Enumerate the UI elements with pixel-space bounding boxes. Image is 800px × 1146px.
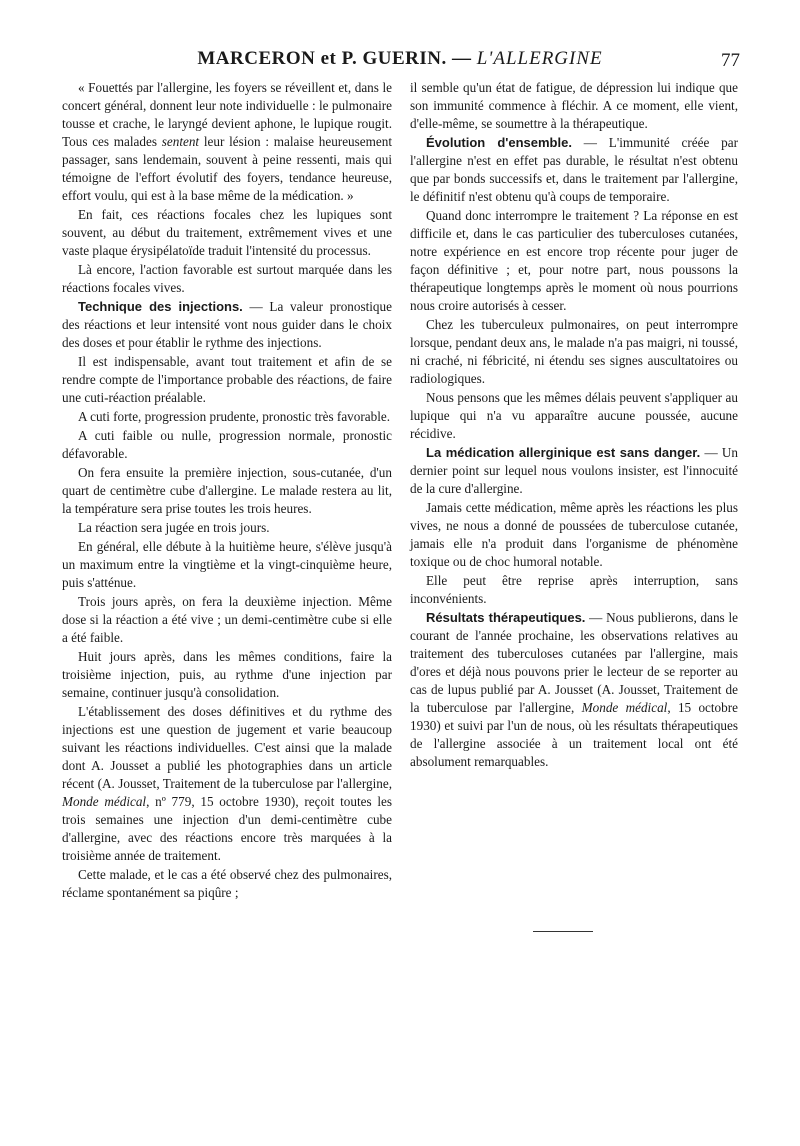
text-span: — La valeur pronostique des réactions et leur intensité vont nous guider dans le choix des doses et pour établir le rythme des injections. — [62, 299, 392, 350]
paragraph: Trois jours après, on fera la deuxième injection. Même dose si la réaction a été vive ; un demi-centimètre cube si elle a été faible. — [62, 594, 392, 645]
text-span: , nº 779, 15 octobre 1930), reçoit toutes les trois semaines une injection d'un demi-centimètre cube d'allergine, avec des réactions encore très marquées à la troisième année de traitement. — [62, 794, 392, 863]
paragraph: Nous pensons que les mêmes délais peuvent s'appliquer au lupique qui n'a vu apparaître aucune poussée, aucune récidive. — [410, 390, 738, 441]
text-span: — Nous publierons, dans le courant de l'année prochaine, les observations relatives au traitement des tuberculoses cutanées par l'allergine, mais d'ores et déjà nous pouvons prier le lecteur de se reporter au cas de lupus publié par A. Jousset (A. Jousset, Traitement de la tuberculose par l'allergine, — [410, 610, 738, 715]
section-heading: Évolution d'ensemble. — [426, 135, 572, 150]
paragraph: En général, elle débute à la huitième heure, s'élève jusqu'à un maximum entre la vingtième et la vingt-cinquième heure, puis s'atténue. — [62, 539, 392, 590]
running-title — [60, 48, 740, 70]
title-subject: L'ALLERGINE — [476, 48, 603, 69]
section-resultats — [410, 609, 738, 771]
paragraph: A cuti forte, progression prudente, pronostic très favorable. — [78, 409, 391, 424]
section-technique — [62, 298, 392, 352]
left-column — [62, 79, 392, 902]
paragraph: Jamais cette médication, même après les réactions les plus vives, ne nous a donné de poussées de tuberculose cutanée, jamais elle n'a produit dans l'organisme de phénomène toxique ou de choc humoral notable. — [410, 500, 738, 569]
emphasis: sentent — [161, 134, 200, 149]
page-header — [60, 48, 740, 74]
text-span: « Fouettés par l'allergine, les foyers se réveillent et, dans le concert général, donnent leur note individuelle : le pulmonaire tousse et crache, le laryngé devient aphone, le lupique rougit. Tous ces malades — [62, 80, 392, 149]
section-medication — [410, 444, 738, 498]
end-divider — [533, 931, 593, 932]
paragraph: On fera ensuite la première injection, sous-cutanée, d'un quart de centimètre cube d'allergine. Le malade restera au lit, la température sera prise toutes les trois heures. — [62, 465, 392, 516]
section-heading: Résultats thérapeutiques. — [426, 610, 586, 625]
paragraph: Huit jours après, dans les mêmes conditions, faire la troisième injection, puis, au rythme d'une injection par semaine, continuer jusqu'à consolidation. — [62, 649, 392, 700]
emphasis: Monde médical — [581, 700, 668, 715]
section-heading: Technique des injections. — [78, 299, 243, 314]
paragraph: Quand donc interrompre le traitement ? La réponse en est difficile et, dans le cas particulier des tuberculoses cutanées, notre expérience en est encore trop récente pour juger de façon définitive ; et, pour notre part, nous poussons la thérapeutique longtemps après le moment où nous pourrions nous croire autorisés à cesser. — [410, 208, 738, 313]
page-number: 77 — [721, 50, 740, 71]
section-evolution — [410, 134, 738, 206]
text-span: — L'immunité créée par l'allergine n'est en effet pas durable, le résultat n'est obtenu que par bonds successifs et, dans le traitement par l'allergine, le définitif n'est obtenu qu'à coups de temporaire. — [410, 135, 739, 204]
title-dash: — — [446, 48, 477, 69]
section-heading: La médication allerginique est sans danger. — [426, 445, 701, 460]
text-span: — Un dernier point sur lequel nous voulons insister, est l'innocuité de la cure d'allergine. — [410, 445, 738, 496]
text-span: leur lésion : malaise heureusement passager, sans lendemain, souvent à peine ressenti, mais qui témoigne de l'effort évolutif des foyers, tendance heureuse, effort voulu, qui est à la base même de la médication. » — [62, 134, 392, 203]
emphasis: Monde médical — [62, 794, 147, 809]
paragraph: Il est indispensable, avant tout traitement et afin de se rendre compte de l'importance probable des réactions, de faire une cuti-réaction préalable. — [62, 354, 392, 405]
paragraph: il semble qu'un état de fatigue, de dépression lui indique que son immunité commence à fléchir. A ce moment, elle vient, d'elle-même, se soumettre à la thérapeutique. — [410, 80, 738, 131]
paragraph: Cette malade, et le cas a été observé chez des pulmonaires, réclame spontanément sa piqûre ; — [62, 867, 392, 900]
paragraph — [62, 703, 392, 865]
paragraph: Elle peut être reprise après interruption, sans inconvénients. — [410, 573, 738, 606]
paragraph: Là encore, l'action favorable est surtout marquée dans les réactions focales vives. — [62, 262, 392, 295]
paragraph: A cuti faible ou nulle, progression normale, pronostic défavorable. — [62, 428, 392, 461]
text-span: , 15 octobre 1930) et suivi par l'un de nous, où les résultats thérapeutiques de l'allergine associée à un traitement local ont été absolument remarquables. — [410, 700, 738, 769]
text-span: L'établissement des doses définitives et du rythme des injections est une question de jugement et varie beaucoup suivant les réactions individuelles. C'est ainsi que la malade dont A. Jousset a publié les photographies dans un article récent (A. Jousset, Traitement de la tuberculose par l'allergine, — [62, 704, 392, 791]
paragraph: Chez les tuberculeux pulmonaires, on peut interrompre lorsque, pendant deux ans, le malade n'a pas maigri, ni toussé, ni craché, ni fébricité, ni étendu ses signes auscultatoires ou radiologiques. — [410, 317, 738, 386]
right-column — [410, 79, 738, 771]
paragraph-quote — [62, 79, 392, 205]
paragraph: La réaction sera jugée en trois jours. — [78, 520, 270, 535]
title-authors: MARCERON et P. GUERIN. — [197, 48, 447, 69]
paragraph: En fait, ces réactions focales chez les lupiques sont souvent, au début du traitement, extrêmement vives et une vaste plaque érysipélatoïde traduit l'intensité du processus. — [62, 207, 392, 258]
